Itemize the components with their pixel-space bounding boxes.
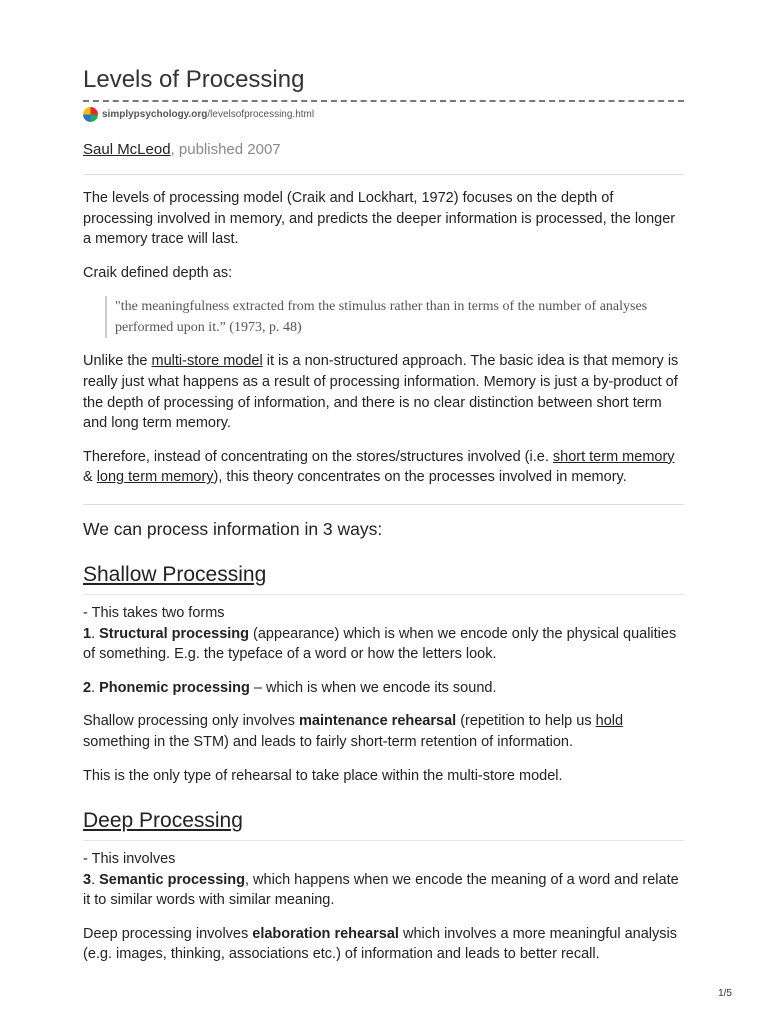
heading-underline — [83, 594, 684, 595]
elaboration-rehearsal-paragraph — [83, 924, 684, 965]
term: Structural processing — [99, 625, 250, 642]
text: it is a non-structured approach. The basic idea is that memory is really just what happens as a result of processing information. Memory is just a by-product of the depth of processing of information, and there is no clear distinction between short term and long term memory. — [83, 353, 679, 432]
text: which involves a more meaningful analysis (e.g. images, thinking, associations etc.) of information and leads to better recall. — [83, 925, 677, 963]
text: Deep processing involves — [83, 925, 253, 942]
divider — [83, 504, 684, 505]
source-path: /levelsofprocessing.html — [207, 108, 315, 120]
intro-paragraph: The levels of processing model (Craik and Lockhart, 1972) focuses on the depth of processing involved in memory, and predicts the deeper information is processed, the longer a memory trace will last. — [83, 190, 676, 248]
multistore-rehearsal-paragraph: This is the only type of rehearsal to take place within the multi-store model. — [83, 767, 563, 784]
depth-definition-intro: Craik defined depth as: — [83, 264, 233, 281]
item-number: 2 — [83, 679, 92, 696]
phonemic-processing-item: 2. Phonemic processing – which is when we encode its sound. — [83, 679, 497, 696]
maintenance-rehearsal-paragraph — [83, 711, 684, 752]
term: Phonemic processing — [99, 679, 250, 696]
text: , which happens when we encode the meaning of a word and relate it to similar words with similar meaning. — [83, 871, 679, 909]
craik-quote: "the meaningfulness extracted from the stimulus rather than in terms of the number of analyses performed upon it.” (1973, p. 48) — [105, 296, 684, 338]
author-link[interactable]: Saul McLeod — [83, 141, 171, 158]
structural-processing-item: 1. Structural processing (appearance) which is when we encode only the physical qualities of something. E.g. the typeface of a word or how the letters look. — [83, 625, 677, 663]
text: – which is when we encode its sound. — [249, 679, 497, 696]
divider — [83, 174, 684, 175]
heading-underline — [83, 840, 684, 841]
heading-text: Deep Processing — [83, 809, 243, 833]
text: Therefore, instead of concentrating on the stores/structures involved (i.e. — [83, 448, 553, 465]
semantic-processing-item: 3. Semantic processing, which happens when we encode the meaning of a word and relate it to similar words with similar meaning. — [83, 871, 679, 909]
long-term-memory-link[interactable]: long term memory — [96, 469, 214, 486]
page-number: 1/5 — [718, 988, 732, 999]
text: (appearance) which is when we encode only the physical qualities of something. E.g. the typeface of a word or how the letters look. — [83, 625, 677, 663]
site-logo-icon — [83, 107, 98, 122]
multi-store-model-link[interactable]: multi-store model — [151, 353, 263, 370]
shallow-processing-heading[interactable] — [83, 560, 684, 590]
text: Unlike the — [83, 353, 152, 370]
text: (repetition to help us — [456, 713, 596, 730]
source-url[interactable] — [83, 105, 684, 123]
published-date: , published 2007 — [170, 141, 281, 158]
document-page — [83, 62, 684, 965]
heading-text: Shallow Processing — [83, 562, 267, 586]
text: Shallow processing only involves — [83, 713, 299, 730]
multistore-paragraph — [83, 351, 684, 433]
byline — [83, 141, 684, 158]
item-number: 1 — [83, 625, 92, 642]
item-number: 3 — [83, 871, 92, 888]
page-title: Levels of Processing — [83, 66, 305, 93]
deep-processing-heading[interactable] — [83, 806, 684, 836]
term: elaboration rehearsal — [252, 925, 399, 942]
short-term-memory-link[interactable]: short term memory — [552, 448, 675, 465]
processes-paragraph — [83, 447, 684, 488]
deep-intro: - This involves — [83, 851, 176, 868]
term: maintenance rehearsal — [299, 713, 457, 730]
title-divider — [83, 100, 684, 102]
text: ), this theory concentrates on the processes involved in memory. — [213, 469, 627, 486]
source-domain: simplypsychology.org — [102, 108, 208, 120]
lead-sentence: We can process information in 3 ways: — [83, 518, 383, 539]
text: something in the STM) and leads to fairly short-term retention of information. — [83, 733, 573, 750]
shallow-intro: - This takes two forms — [83, 604, 225, 621]
hold-link[interactable]: hold — [595, 713, 624, 730]
term: Semantic processing — [99, 871, 245, 888]
text: & — [83, 469, 97, 486]
